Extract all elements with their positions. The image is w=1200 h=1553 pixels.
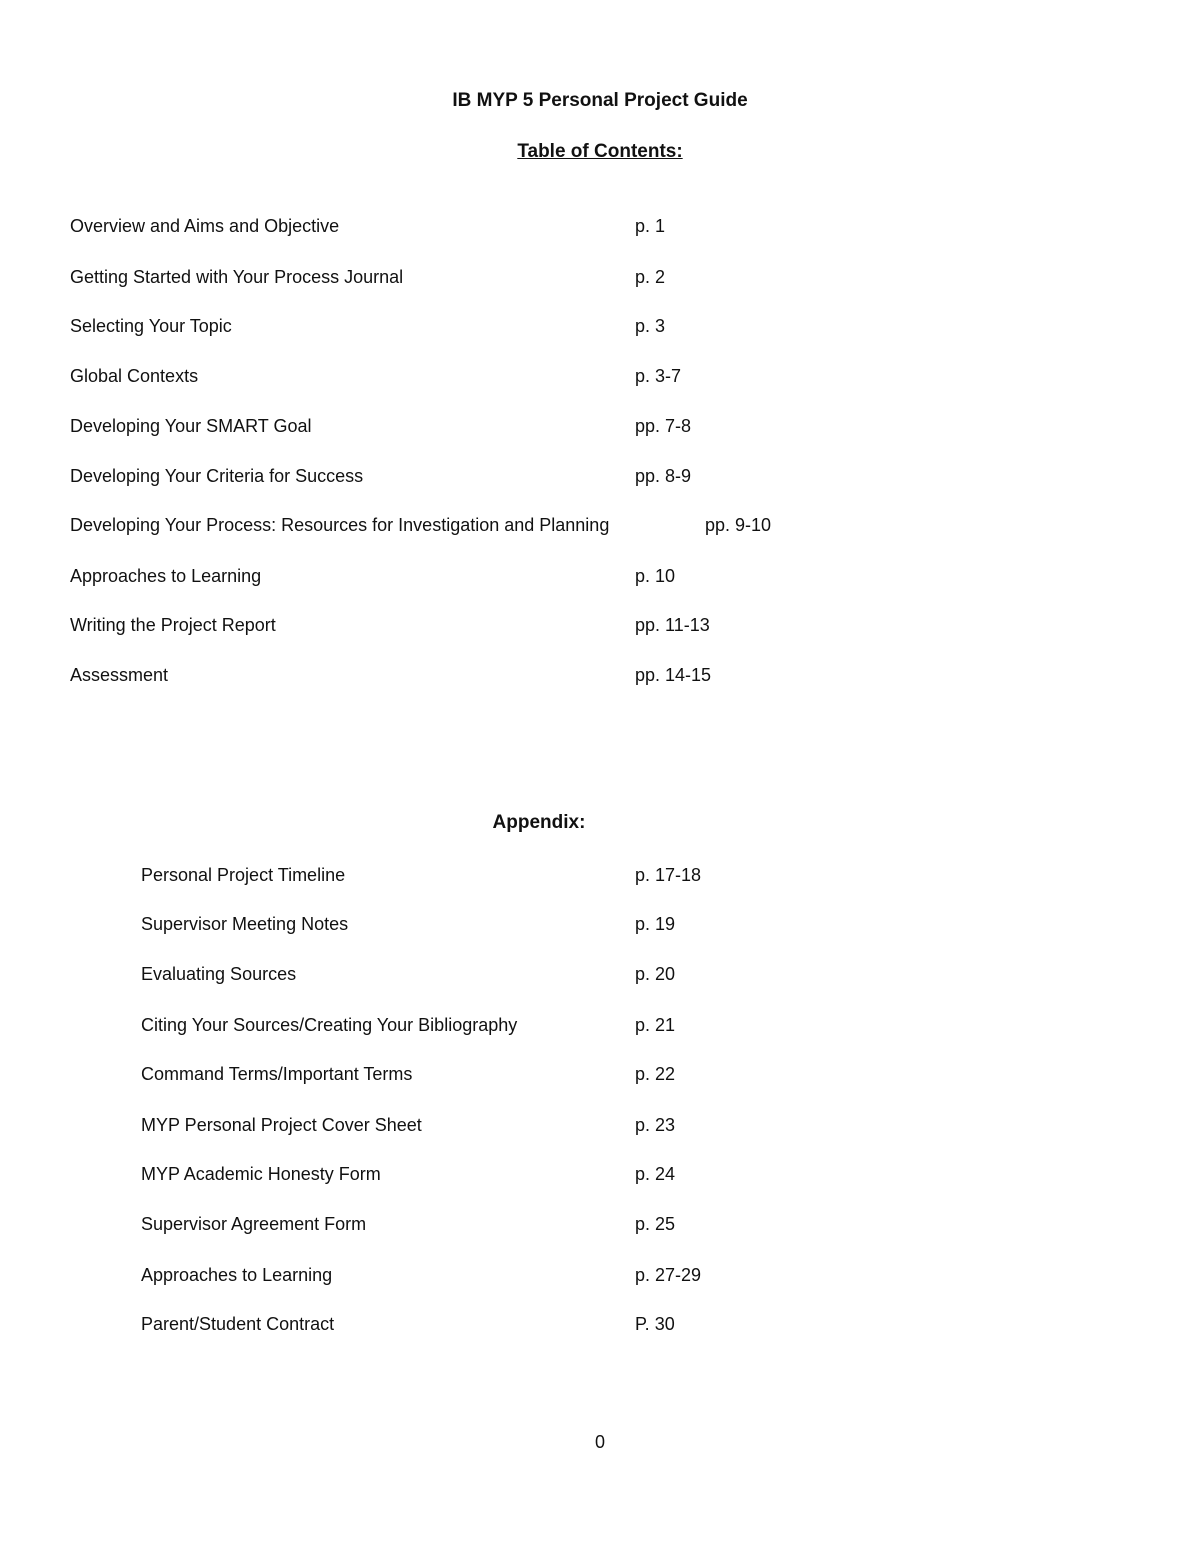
toc-entry-page: pp. 7-8	[635, 416, 692, 436]
appendix-entry-page: p. 19	[635, 914, 676, 934]
appendix-entry-page: p. 22	[635, 1064, 676, 1084]
appendix-entry-page: p. 20	[635, 964, 676, 984]
toc-entry-page: pp. 9-10	[705, 515, 772, 535]
appendix-entry-label: MYP Academic Honesty Form	[141, 1164, 381, 1184]
appendix-entry	[141, 1112, 781, 1138]
appendix-entry-label: Personal Project Timeline	[141, 865, 346, 885]
toc-entry-page: pp. 8-9	[635, 466, 692, 486]
appendix-entry	[141, 1311, 781, 1337]
toc-entry-label: Writing the Project Report	[70, 615, 276, 635]
toc-entry-label: Assessment	[70, 665, 169, 685]
toc-entry	[70, 463, 830, 489]
appendix-entry-label: Approaches to Learning	[141, 1265, 333, 1285]
appendix-entry	[141, 1211, 781, 1237]
toc-entry-label: Global Contexts	[70, 366, 199, 386]
toc-entry-label: Selecting Your Topic	[70, 316, 232, 336]
toc-entry-label: Overview and Aims and Objective	[70, 216, 340, 236]
toc-entry-label: Developing Your Criteria for Success	[70, 466, 364, 486]
toc-entry	[70, 363, 830, 389]
toc-entry	[70, 413, 830, 439]
appendix-heading: Appendix:	[492, 812, 586, 833]
appendix-entry-page: p. 21	[635, 1015, 676, 1035]
toc-entry-label: Getting Started with Your Process Journal	[70, 267, 404, 287]
appendix-entry-page: P. 30	[635, 1314, 675, 1334]
appendix-entry	[141, 1061, 781, 1087]
toc-entry	[70, 313, 830, 339]
appendix-entry-label: Supervisor Agreement Form	[141, 1214, 367, 1234]
toc-entry-label: Developing Your Process: Resources for Investigation and Planning	[70, 515, 610, 535]
toc-heading: Table of Contents:	[517, 141, 683, 162]
toc-entry-page: pp. 14-15	[635, 665, 712, 685]
toc-entry	[70, 213, 830, 239]
toc-entry-page: pp. 11-13	[635, 615, 710, 635]
toc-entry-page: p. 3-7	[635, 366, 682, 386]
appendix-entry-label: Supervisor Meeting Notes	[141, 914, 349, 934]
appendix-entry-label: MYP Personal Project Cover Sheet	[141, 1115, 422, 1135]
appendix-entry	[141, 911, 781, 937]
appendix-entry-label: Evaluating Sources	[141, 964, 297, 984]
appendix-entry-page: p. 17-18	[635, 865, 702, 885]
toc-entry	[70, 662, 830, 688]
appendix-entry-page: p. 27-29	[635, 1265, 702, 1285]
toc-entry	[70, 264, 830, 290]
appendix-entry-page: p. 24	[635, 1164, 676, 1184]
appendix-entry	[141, 961, 781, 987]
appendix-entry-page: p. 23	[635, 1115, 676, 1135]
toc-entry-page: p. 3	[635, 316, 666, 336]
appendix-entry	[141, 862, 781, 888]
appendix-entry	[141, 1262, 781, 1288]
toc-entry-page: p. 1	[635, 216, 666, 236]
toc-entry-page: p. 10	[635, 566, 676, 586]
appendix-entry-label: Citing Your Sources/Creating Your Bibliography	[141, 1015, 518, 1035]
appendix-entry	[141, 1161, 781, 1187]
toc-entry-page: p. 2	[635, 267, 666, 287]
appendix-entry	[141, 1012, 781, 1038]
toc-entry	[70, 612, 830, 638]
page-number: 0	[594, 1432, 605, 1452]
appendix-entry-page: p. 25	[635, 1214, 676, 1234]
appendix-entry-label: Parent/Student Contract	[141, 1314, 335, 1334]
toc-entry-label: Approaches to Learning	[70, 566, 262, 586]
toc-entry	[70, 512, 830, 538]
document-title: IB MYP 5 Personal Project Guide	[452, 90, 748, 111]
appendix-entry-label: Command Terms/Important Terms	[141, 1064, 413, 1084]
toc-entry	[70, 563, 830, 589]
toc-entry-label: Developing Your SMART Goal	[70, 416, 312, 436]
